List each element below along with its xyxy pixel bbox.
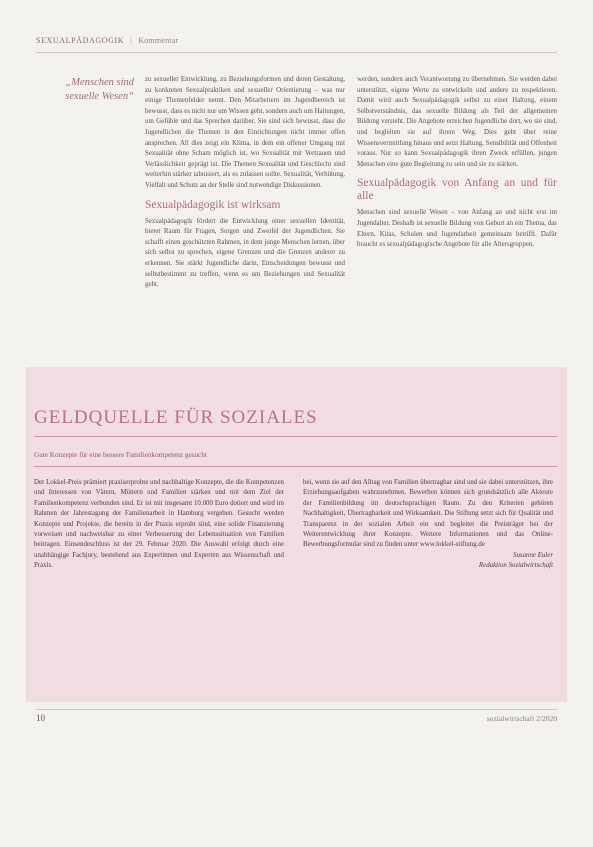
box-column-1 (34, 478, 284, 572)
subheading: Sexualpädagogik von Anfang an und für alle (357, 177, 557, 203)
box-column-2 (303, 478, 553, 572)
page-number: 10 (36, 713, 45, 723)
author-role: Redaktion Sozialwirtschaft (478, 562, 553, 570)
paragraph: zu sexueller Entwicklung, zu Beziehungsformen und deren Gestaltung, zu konkreten Sexualpraktiken und sexueller Orientierung – was nur einige Themenfelder nennt. Den Mitarbeitern im Jugendbereich ist bewusst, dass es nicht nur um Wissen geht, sondern auch um Haltungen, um Gefühle und das Sprechen darüber. Sie sind sich bewusst, dass die Jugendlichen die Themen in den Einrichtungen nicht immer offen ansprechen. All dies zeigt ein Klima, in dem ein offener Umgang mit Sexualität ohne Scham möglich ist, wo Sexualität mit Vertrauen und Verlässlichkeit geprägt ist. Die Themen Sexualität und Geschlecht sind weiterhin stärker tabuisiert, als es zulassen sollte. Sexualität, Verhütung, Vielfalt und Schutz an der Stelle sind notwendige Diskussionen. (145, 76, 345, 189)
paragraph: Der Lokkel-Preis prämiert praxiserprobte und nachhaltige Konzepte, die die Kompetenzen und Interessen von Vätern, Müttern und Familien stärken und mit dem Ziel der Familienkompetenz verbunden sind. Er ist mit insgesamt 10.000 Euro dotiert und wird im Rahmen der Jahrestagung der Familienarbeit in Hamburg vergeben. Gesucht werden Konzepte und Projekte, die bereits in der Praxis erprobt sind, eine solide Finanzierung vorweisen und nachweisbar zu einer Verbesserung der Lebenssituation von Familien beitragen. Einsendeschluss ist der 29. Februar 2020. Die Auswahl erfolgt durch eine unabhängige Fachjury, bestehend aus Expertinnen und Experten aus Wissenschaft und Praxis. (34, 479, 284, 570)
header-rule (36, 52, 557, 53)
paragraph: Menschen sind sexuelle Wesen – von Anfang an und nicht erst im Jugendalter. Deshalb ist sexuelle Bildung von Geburt an ein Thema, das Eltern, Kitas, Schulen und Jugendarbeit gemeinsam betrifft. Dafür braucht es sexualpädagogische Angebote für alle Altersgruppen. (357, 209, 557, 249)
paragraph: werden, sondern auch Verantwortung zu übernehmen. Sie werden dabei unterstützt, eigene Werte zu entwickeln und andere zu respektieren. Damit wird auch Sexualpädagogik selbst zu einer Haltung, einem Selbstverständnis, das sexuelle Bildung als Teil der allgemeinen Bildung versteht. Die Angebote erreichen Jugendliche dort, wo sie sind, und begleiten sie auf ihrem Weg. Dies geht über reine Wissensvermittlung hinaus und setzt Haltung, Sensibilität und Offenheit voraus. Nur so kann Sexualpädagogik ihren Zweck erfüllen, jungen Menschen eine gute Begleitung zu sein und sie zu stärken. (357, 76, 557, 168)
paragraph: Sexualpädagogik fördert die Entwicklung einer sexuellen Identität, bietet Raum für Fragen, Sorgen und Zweifel der Jugendlichen. Sie schafft einen geschützten Rahmen, in dem junge Menschen lernen, über sich selbst zu sprechen, eigene Grenzen und die Grenzen anderer zu erkennen. Sie stärkt Jugendliche darin, Entscheidungen bewusst und selbstbestimmt zu treffen, wenn es um Beziehungen und Sexualität geht. (145, 217, 345, 289)
box-title: GELDQUELLE FÜR SOZIALES (34, 407, 318, 428)
box-subtitle: Gute Konzepte für eine bessere Familienkompetenz gesucht (34, 451, 207, 459)
article-column-2 (357, 75, 557, 251)
running-header: SEXUALPÄDAGOGIK | Kommentar (36, 36, 179, 45)
article-column-1 (145, 75, 345, 291)
footer-rule (36, 709, 557, 710)
category-label: Kommentar (138, 36, 179, 45)
author-name: Susanne Euler (513, 551, 553, 559)
section-label: SEXUALPÄDAGOGIK (36, 36, 125, 45)
paragraph: bei, wenn sie auf den Alltag von Familien übertragbar sind und sie dabei unterstützen, ihre Erziehungsaufgaben wahrzunehmen. Bewerben können sich grundsätzlich alle Akteure der Familienbildung im deutschsprachigen Raum. Zu den Kriterien gehören Nachhaltigkeit, Übertragbarkeit und Wirksamkeit. Die Stiftung setzt sich für Qualität und Transparenz in der sozialen Arbeit ein und begleitet die Preisträger bei der Weiterentwicklung ihrer Konzepte. Weitere Informationen und das Online-Bewerbungsformular sind zu finden unter www.lokkel-stiftung.de (303, 479, 553, 549)
box-rule (34, 466, 557, 467)
box-rule (34, 436, 557, 437)
pullquote: „Menschen sind sexuelle Wesen“ (65, 77, 134, 102)
magazine-issue: sozialwirtschaft 2/2020 (486, 714, 557, 723)
subheading: Sexualpädagogik ist wirksam (145, 198, 281, 211)
